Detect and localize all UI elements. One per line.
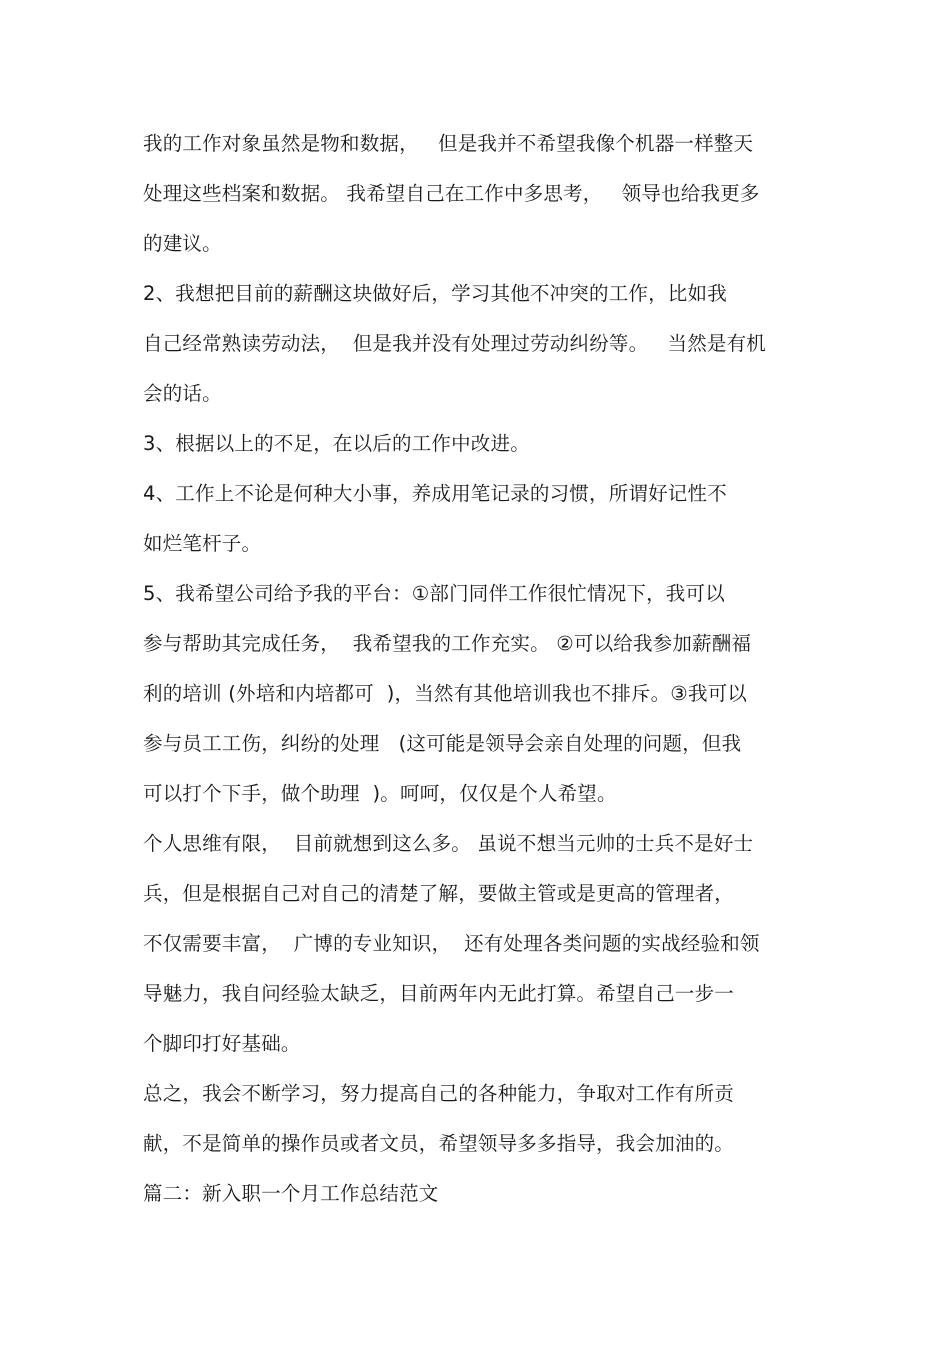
section-heading: 篇二：新入职一个月工作总结范文 xyxy=(143,1182,439,1205)
text-line: 5、我希望公司给予我的平台：①部门同伴工作很忙情况下，我可以 xyxy=(143,582,725,605)
text-line: 利的培训 (外培和内培都可 )，当然有其他培训我也不排斥。③我可以 xyxy=(143,682,748,705)
text-line: 不仅需要丰富， 广博的专业知识， 还有处理各类问题的实战经验和领 xyxy=(143,932,760,955)
text-line: 自己经常熟读劳动法， 但是我并没有处理过劳动纠纷等。 当然是有机 xyxy=(143,332,766,355)
text-line: 的建议。 xyxy=(143,232,222,255)
text-line: 2、我想把目前的薪酬这块做好后，学习其他不冲突的工作，比如我 xyxy=(143,282,727,305)
text-line: 参与员工工伤，纠纷的处理 (这可能是领导会亲自处理的问题，但我 xyxy=(143,732,742,755)
text-line: 3、根据以上的不足，在以后的工作中改进。 xyxy=(143,432,530,455)
text-line: 总之，我会不断学习，努力提高自己的各种能力，争取对工作有所贡 xyxy=(143,1082,735,1105)
text-line: 献，不是简单的操作员或者文员，希望领导多多指导，我会加油的。 xyxy=(143,1132,735,1155)
text-line: 个人思维有限， 目前就想到这么多。 虽说不想当元帅的士兵不是好士 xyxy=(143,832,754,855)
text-line: 如烂笔杆子。 xyxy=(143,532,262,555)
text-line: 4、工作上不论是何种大小事，养成用笔记录的习惯，所谓好记性不 xyxy=(143,482,727,505)
text-line: 可以打个下手，做个助理 )。呵呵，仅仅是个人希望。 xyxy=(143,782,617,805)
text-line: 会的话。 xyxy=(143,382,222,405)
text-line: 个脚印打好基础。 xyxy=(143,1032,301,1055)
text-line: 兵，但是根据自己对自己的清楚了解，要做主管或是更高的管理者， xyxy=(143,882,735,905)
text-line: 导魅力，我自问经验太缺乏，目前两年内无此打算。希望自己一步一 xyxy=(143,982,735,1005)
text-line: 处理这些档案和数据。 我希望自己在工作中多思考， 领导也给我更多 xyxy=(143,182,760,205)
text-line: 我的工作对象虽然是物和数据， 但是我并不希望我像个机器一样整天 xyxy=(143,132,754,155)
text-line: 参与帮助其完成任务， 我希望我的工作充实。 ②可以给我参加薪酬福 xyxy=(143,632,752,655)
